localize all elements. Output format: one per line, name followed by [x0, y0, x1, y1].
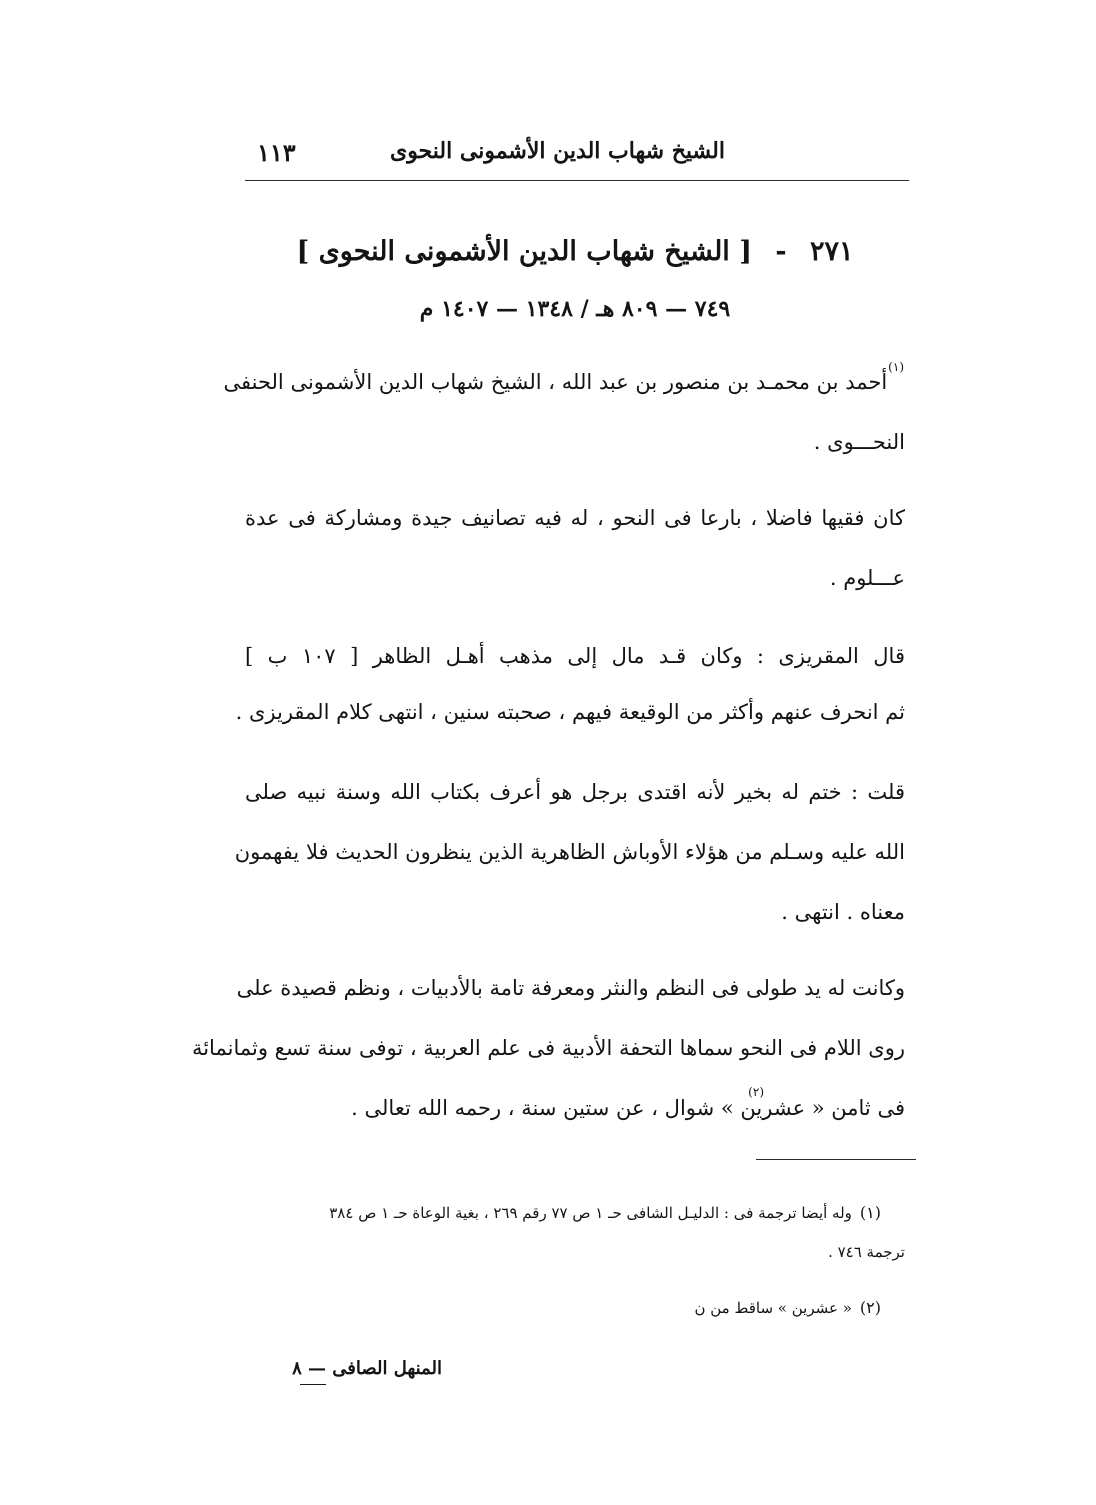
entry-heading: [245, 236, 905, 267]
paragraph-2: [245, 488, 905, 608]
paragraph-line: روى اللام فى النحو سماها التحفة الأدبية فى علم العربية ، توفى سنة تسع وثمانمائة: [191, 1036, 905, 1060]
paragraph-line: كان فقيها فاضلا ، بارعا فى النحو ، له فيه تصانيف جيدة ومشاركة فى عدة: [245, 506, 905, 530]
footnote-text: « عشرين » ساقط من ن: [694, 1299, 852, 1317]
paragraph-line: [351, 1078, 905, 1138]
paragraph-line: النحـــوى .: [813, 430, 905, 454]
note-marker-2: (٢): [748, 1085, 764, 1099]
entry-dash: -: [775, 236, 787, 267]
paragraph-5: [191, 958, 905, 1138]
paragraph-line: ثم انحرف عنهم وأكثر من الوقيعة فيهم ، صحبته سنين ، انتهى كلام المقريزى .: [235, 700, 905, 724]
footnote-line: [694, 1298, 881, 1317]
paragraph-line: الله عليه وسـلم من هؤلاء الأوباش الظاهرية الذين ينظرون الحديث فلا يفهمون: [234, 840, 905, 864]
footnote-text: وله أيضا ترجمة فى : الدليـل الشافى حـ ١ ص ٧٧ رقم ٢٦٩ ، بغية الوعاة حـ ١ ص ٣٨٤: [329, 1204, 852, 1222]
footnote-marker: (١): [859, 1203, 881, 1222]
paragraph-line: [223, 352, 905, 415]
paragraph-line: وكانت له يد طولى فى النظم والنثر ومعرفة تامة بالأدبيات ، ونظم قصيدة على: [236, 976, 905, 1000]
entry-dates: ٧٤٩ — ٨٠٩ هـ / ١٣٤٨ — ١٤٠٧ م: [419, 296, 731, 322]
paragraph-3: [235, 626, 905, 746]
footnote-marker: (٢): [859, 1298, 881, 1317]
running-header: [245, 132, 905, 172]
signature-mark: المنهل الصافى — ٨: [292, 1358, 442, 1379]
header-divider: [245, 180, 909, 181]
footnote-line: [329, 1203, 881, 1222]
paragraph-1: [223, 352, 905, 472]
paragraph-line: عـــلوم .: [829, 566, 905, 590]
running-title: الشيخ شهاب الدين الأشمونى النحوى: [389, 138, 725, 164]
paragraph-text: فى ثامن « عشرين » شوال ، عن ستين سنة ، رحمه الله تعالى .: [351, 1096, 905, 1120]
signature-underline: [300, 1384, 326, 1385]
footnote-continuation: ترجمة ٧٤٦ .: [828, 1243, 905, 1261]
paragraph-line: معناه . انتهى .: [781, 900, 905, 924]
footnote-divider: [756, 1159, 916, 1160]
paragraph-text: أحمد بن محمـد بن منصور بن عبد الله ، الشيخ شهاب الدين الأشمونى الحنفى: [223, 370, 888, 394]
note-marker-1: (١): [888, 360, 904, 374]
entry-number: ٢٧١: [810, 236, 854, 267]
page-number: ١١٣: [257, 138, 296, 167]
paragraph-line: قال المقريزى : وكان قـد مال إلى مذهب أهـل الظاهر [ ١٠٧ ب ]: [245, 644, 905, 668]
paragraph-4: [234, 762, 905, 942]
entry-name: [ الشيخ شهاب الدين الأشمونى النحوى ]: [296, 236, 752, 267]
paragraph-line: قلت : ختم له بخير لأنه اقتدى برجل هو أعرف بكتاب الله وسنة نبيه صلى: [245, 780, 905, 804]
